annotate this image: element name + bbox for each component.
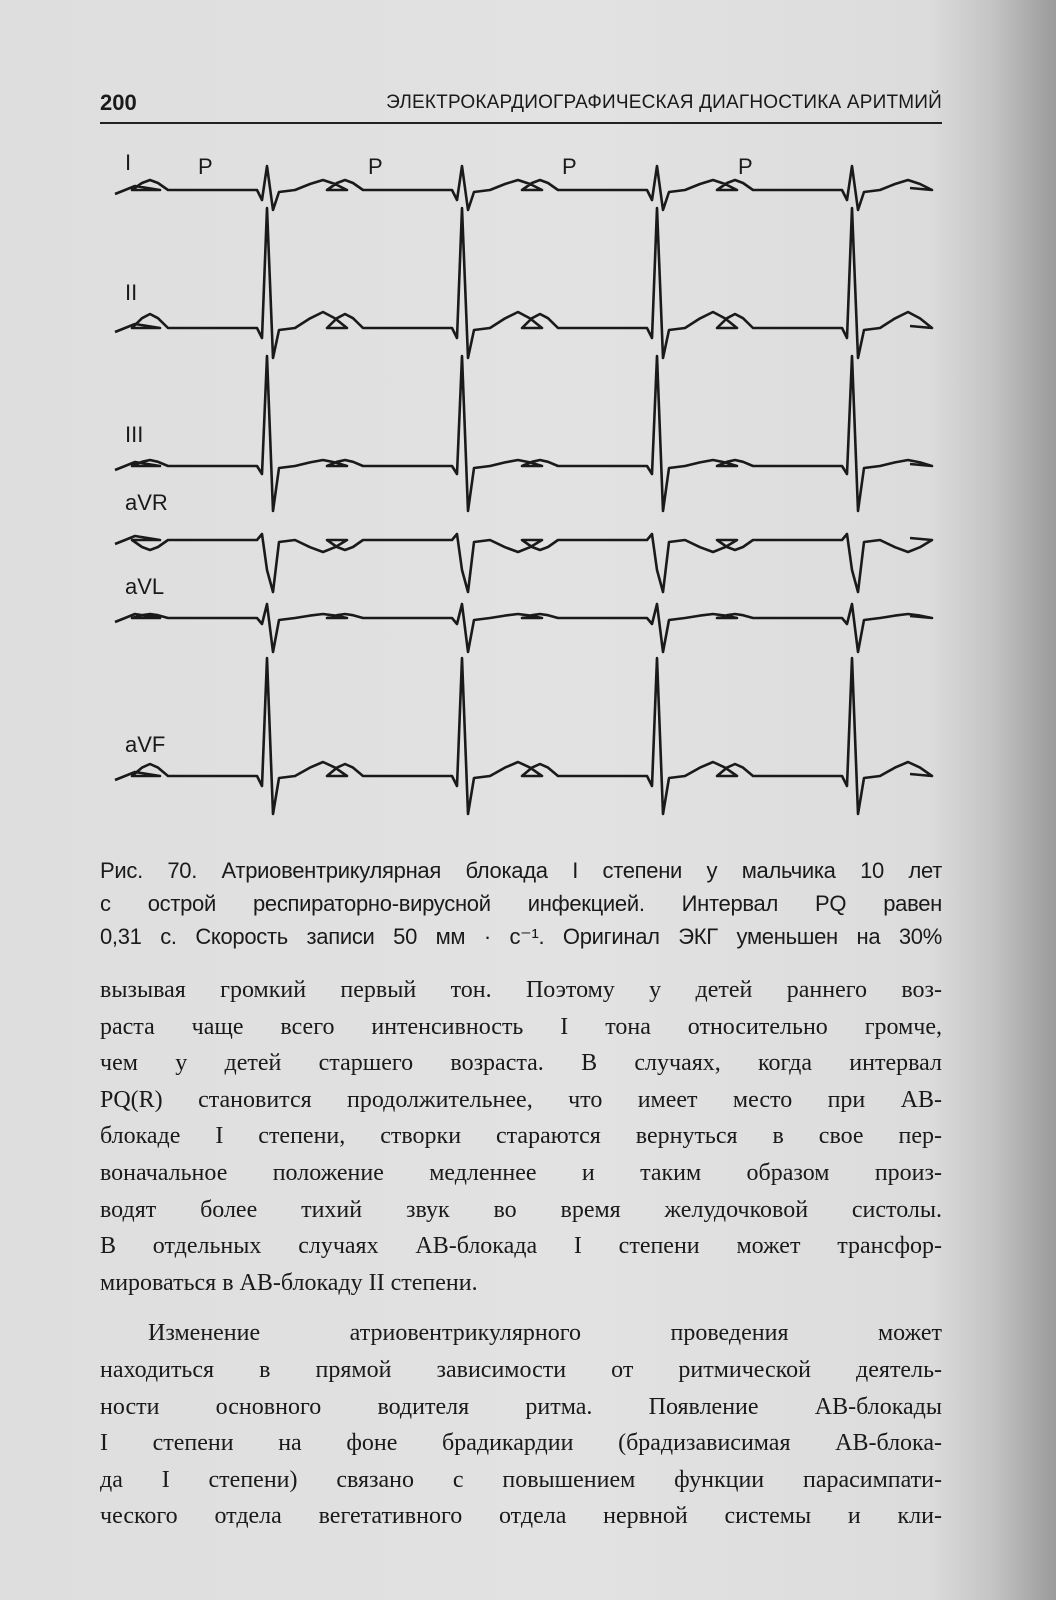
p-wave-label: P: [198, 154, 213, 179]
caption-line: 0,31 с. Скорость записи 50 мм · с⁻¹. Оригинал ЭКГ уменьшен на 30%: [100, 924, 942, 949]
body-text: [100, 972, 942, 1535]
text-line: находиться в прямой зависимости от ритмической деятель-: [100, 1356, 942, 1383]
text-line: PQ(R) становится продолжительнее, что имеет место при АВ-: [100, 1086, 942, 1113]
text-line: блокаде I степени, створки стараются вернуться в свое пер-: [100, 1123, 942, 1150]
ecg-trace: [115, 658, 932, 814]
lead-label: III: [125, 422, 144, 447]
lead-label: II: [125, 280, 138, 305]
lead-label: I: [125, 150, 132, 175]
text-line: водят более тихий звук во время желудочковой систолы.: [100, 1196, 942, 1223]
text-line: Изменение атриовентрикулярного проведения может: [148, 1320, 942, 1347]
p-wave-label: P: [368, 154, 383, 179]
p-wave-label: P: [738, 154, 753, 179]
text-line: I степени на фоне брадикардии (брадизависимая АВ-блока-: [100, 1430, 942, 1457]
caption-line: Рис. 70. Атриовентрикулярная блокада I степени у мальчика 10 лет: [100, 858, 942, 883]
text-line: воначальное положение медленнее и таким образом произ-: [100, 1159, 942, 1186]
ecg-figure: [100, 140, 940, 840]
ecg-svg: [100, 140, 940, 840]
text-line: мироваться в АВ-блокаду II степени.: [100, 1269, 478, 1296]
text-line: В отдельных случаях АВ-блокада I степени может трансфор-: [100, 1233, 942, 1260]
ecg-trace: [115, 356, 932, 511]
lead-label: aVL: [125, 574, 165, 599]
lead-label: aVR: [125, 490, 168, 515]
text-line: вызывая громкий первый тон. Поэтому у детей раннего воз-: [100, 977, 942, 1003]
text-line: чем у детей старшего возраста. В случаях, когда интервал: [100, 1050, 942, 1077]
ecg-trace: [115, 166, 932, 210]
ecg-trace: [115, 604, 932, 652]
figure-caption: [100, 854, 942, 953]
page-header: [100, 88, 942, 124]
ecg-trace: [115, 208, 932, 358]
ecg-trace: [115, 534, 932, 592]
running-title: ЭЛЕКТРОКАРДИОГРАФИЧЕСКАЯ ДИАГНОСТИКА АРИТМИЙ: [386, 92, 942, 113]
page-number: 200: [100, 90, 137, 115]
p-wave-label: P: [562, 154, 577, 179]
text-line: ности основного водителя ритма. Появление АВ-блокады: [100, 1393, 942, 1420]
text-line: раста чаще всего интенсивность I тона относительно громче,: [100, 1013, 942, 1040]
text-line: да I степени) связано с повышением функции парасимпати-: [100, 1466, 942, 1493]
text-line: ческого отдела вегетативного отдела нервной системы и кли-: [100, 1503, 942, 1530]
lead-label: aVF: [125, 732, 166, 757]
caption-line: с острой респираторно-вирусной инфекцией. Интервал PQ равен: [100, 891, 942, 916]
